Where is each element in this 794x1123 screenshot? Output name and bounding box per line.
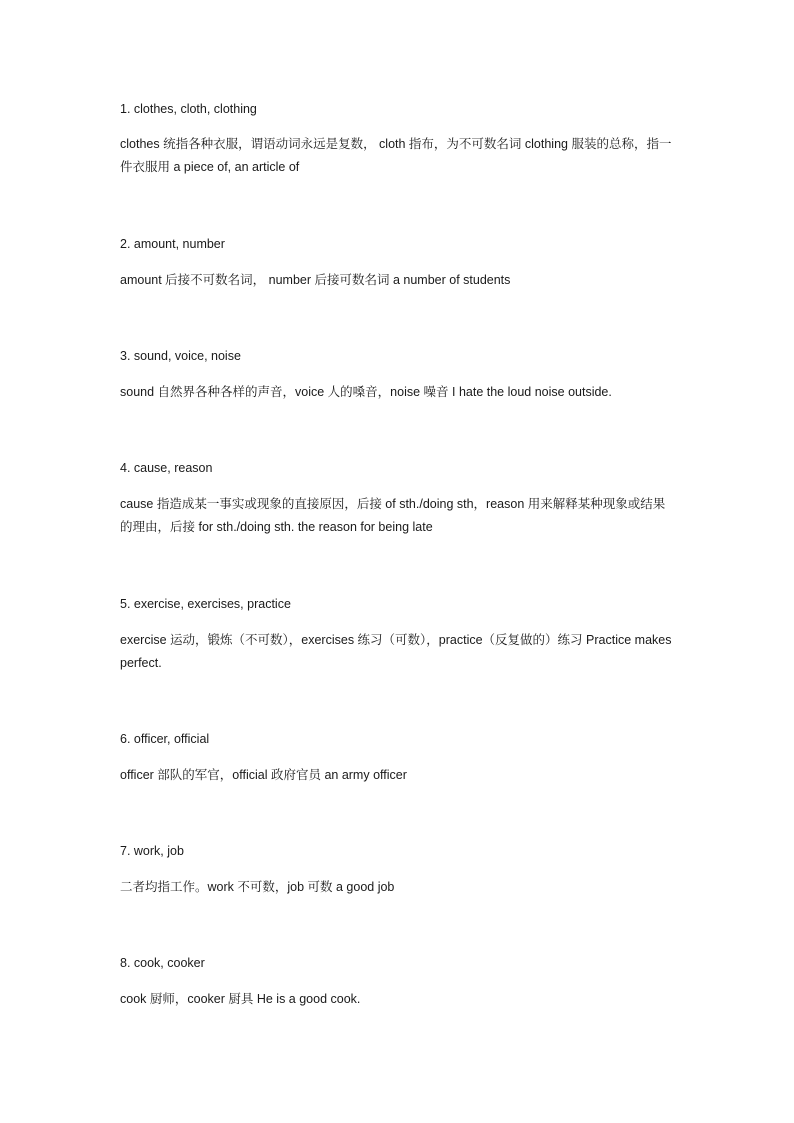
entry-text: cause 指造成某一事实或现象的直接原因，后接 of sth./doing sth，reason 用来解释某种现象或结果的理由，后接 for sth./doing sth. the reason for being late: [120, 497, 666, 534]
entry-text: officer 部队的军官，official 政府官员 an army officer: [120, 768, 407, 782]
entry-heading: 3. sound, voice, noise: [120, 349, 241, 363]
entry-heading: 1. clothes, cloth, clothing: [120, 102, 257, 116]
entry-text: exercise 运动，锻炼（不可数），exercises 练习（可数），practice（反复做的）练习 Practice makes perfect.: [120, 633, 672, 670]
entry-4: [120, 460, 676, 534]
entry-heading: 2. amount, number: [120, 237, 225, 251]
entry-heading: 7. work, job: [120, 844, 184, 858]
entry-6: [120, 731, 676, 782]
entry-heading: 5. exercise, exercises, practice: [120, 597, 291, 611]
entry-7: [120, 843, 676, 894]
entry-text: cook 厨师，cooker 厨具 He is a good cook.: [120, 992, 361, 1006]
entry-text: amount 后接不可数名词， number 后接可数名词 a number of students: [120, 273, 511, 287]
entry-8: [120, 955, 676, 1006]
entry-2: [120, 236, 676, 287]
entry-1: [120, 101, 676, 174]
entry-text: clothes 统指各种衣服，谓语动词永远是复数， cloth 指布，为不可数名词 clothing 服装的总称，指一件衣服用 a piece of, an article of: [120, 137, 672, 174]
entry-5: [120, 596, 676, 670]
entry-3: [120, 348, 676, 399]
entry-text: 二者均指工作。work 不可数，job 可数 a good job: [120, 880, 395, 894]
entry-heading: 8. cook, cooker: [120, 956, 205, 970]
entry-heading: 6. officer, official: [120, 732, 210, 746]
entry-text: sound 自然界各种各样的声音，voice 人的嗓音，noise 噪音 I hate the loud noise outside.: [120, 385, 612, 399]
entry-heading: 4. cause, reason: [120, 461, 213, 475]
